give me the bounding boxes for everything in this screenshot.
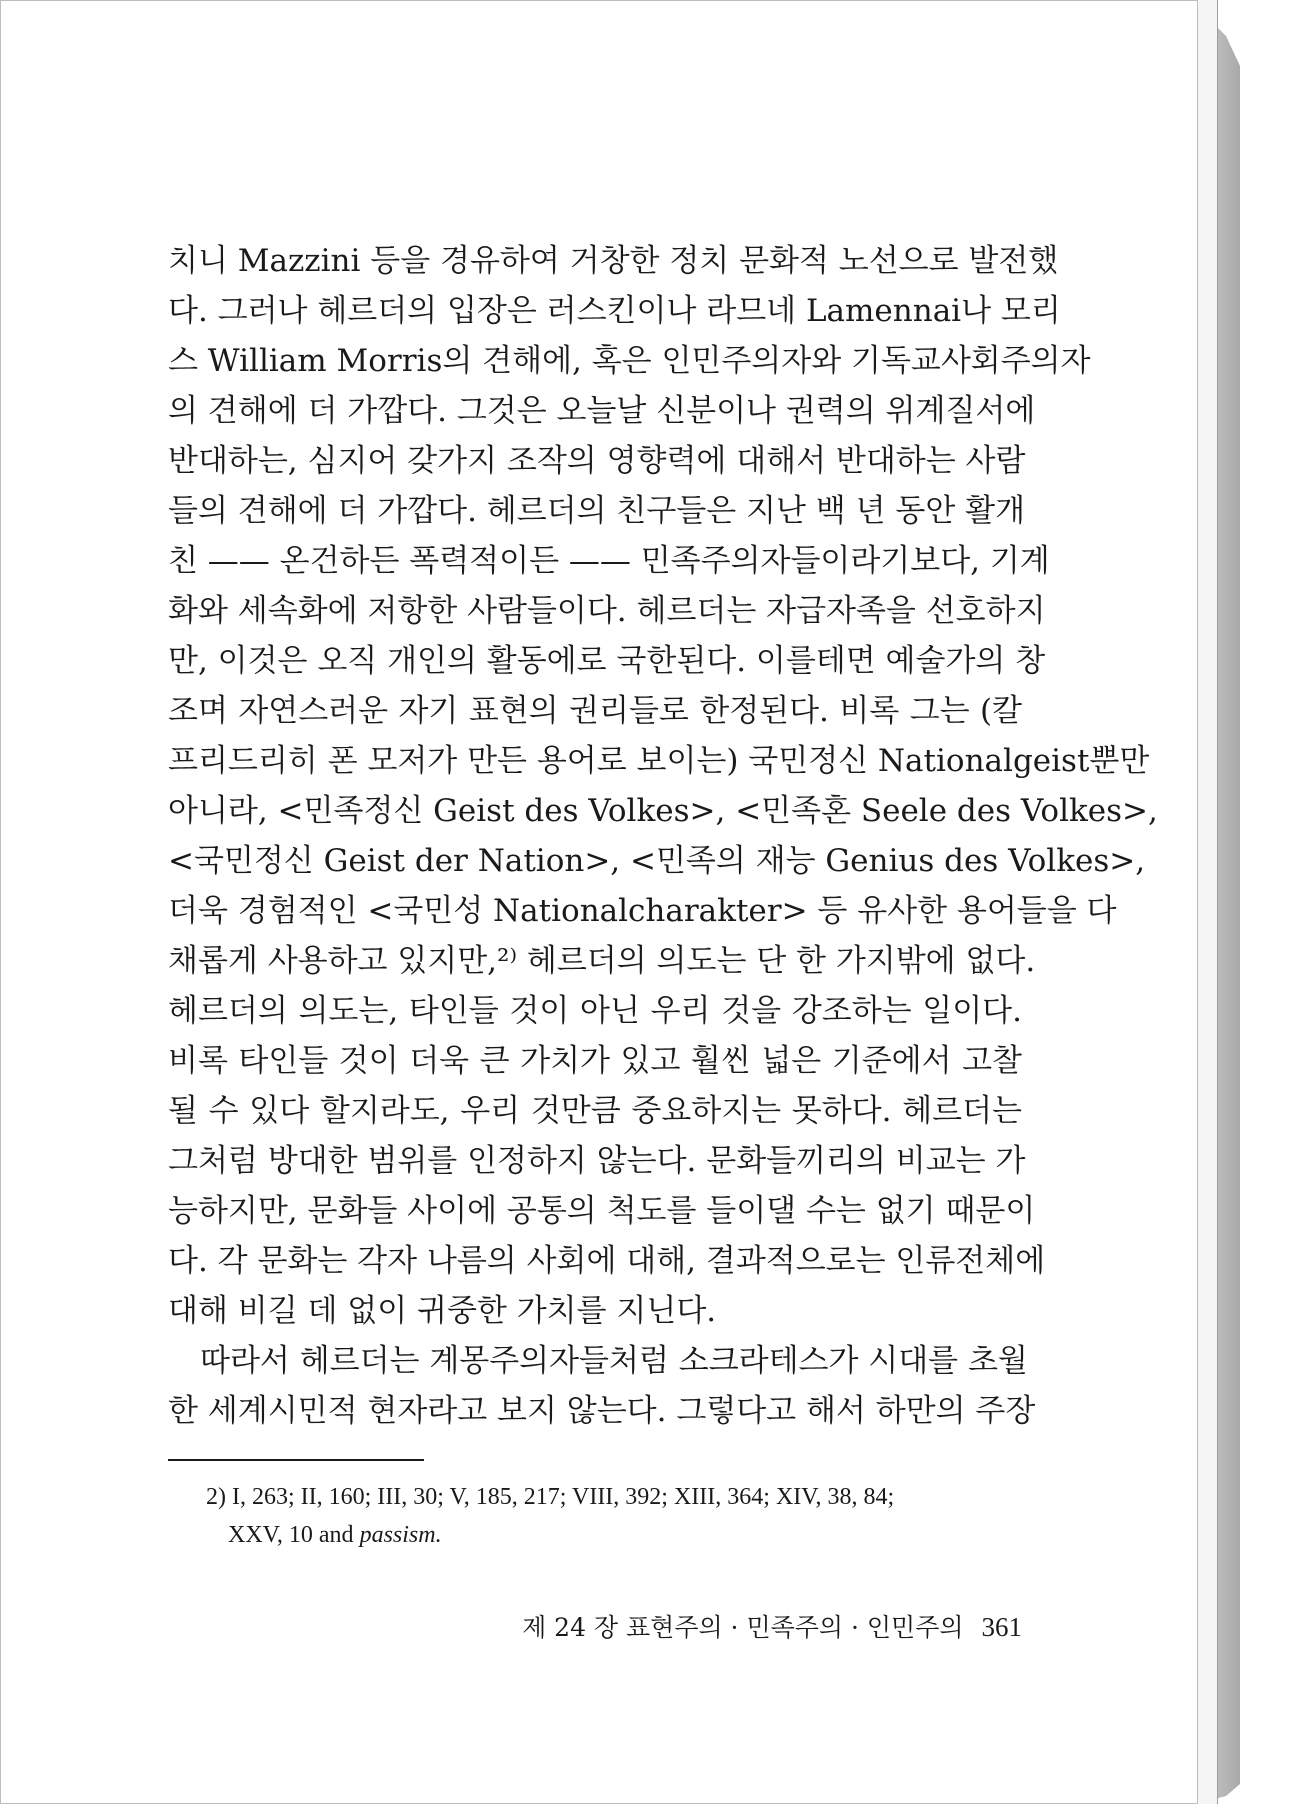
text-line: 스 William Morris의 견해에, 혹은 인민주의자와 기독교사회주의자 xyxy=(168,343,1091,379)
text-line: 들의 견해에 더 가깝다. 헤르더의 친구들은 지난 백 년 동안 활개 xyxy=(168,493,1026,529)
text-line: 그처럼 방대한 범위를 인정하지 않는다. 문화들끼리의 비교는 가 xyxy=(168,1143,1026,1179)
text-line: 다. 그러나 헤르더의 입장은 러스킨이나 라므네 Lamennai나 모리 xyxy=(168,293,1061,329)
text-line: 채롭게 사용하고 있지만,²⁾ 헤르더의 의도는 단 한 가지밖에 없다. xyxy=(168,943,1036,979)
text-line: 한 세계시민적 현자라고 보지 않는다. 그렇다고 해서 하만의 주장 xyxy=(168,1393,1036,1429)
footnote-2-text: XXV, 10 and xyxy=(228,1522,360,1548)
text-line: 화와 세속화에 저항한 사람들이다. 헤르더는 자급자족을 선호하지 xyxy=(168,593,1046,629)
text-line: 아니라, <민족정신 Geist des Volkes>, <민족혼 Seele des Volkes>, xyxy=(168,793,1158,829)
text-line: 치니 Mazzini 등을 경유하여 거창한 정치 문화적 노선으로 발전했 xyxy=(168,243,1059,279)
text-line: 반대하는, 심지어 갖가지 조작의 영향력에 대해서 반대하는 사람 xyxy=(168,443,1026,479)
text-line: 만, 이것은 오직 개인의 활동에로 국한된다. 이를테면 예술가의 창 xyxy=(168,643,1046,679)
text-line: 의 견해에 더 가깝다. 그것은 오늘날 신분이나 권력의 위계질서에 xyxy=(168,393,1036,429)
text-line: 될 수 있다 할지라도, 우리 것만큼 중요하지는 못하다. 헤르더는 xyxy=(168,1093,1022,1129)
text-line: 헤르더의 의도는, 타인들 것이 아닌 우리 것을 강조하는 일이다. xyxy=(168,993,1022,1029)
paragraph-start-line: 따라서 헤르더는 계몽주의자들처럼 소크라테스가 시대를 초월 xyxy=(200,1343,1028,1379)
text-line: 비록 타인들 것이 더욱 큰 가치가 있고 훨씬 넓은 기준에서 고찰 xyxy=(168,1043,1022,1079)
footnote-2-continuation xyxy=(206,1516,1022,1554)
text-line: 조며 자연스러운 자기 표현의 권리들로 한정된다. 비록 그는 (칼 xyxy=(168,693,1022,729)
text-line: 다. 각 문화는 각자 나름의 사회에 대해, 결과적으로는 인류전체에 xyxy=(168,1243,1046,1279)
chapter-running-head: 제 24 장 표현주의 · 민족주의 · 인민주의 xyxy=(522,1613,964,1642)
footnote-2: 2) I, 263; II, 160; III, 30; V, 185, 217; VIII, 392; XIII, 364; XIV, 38, 84; xyxy=(206,1484,895,1510)
footnote-divider xyxy=(168,1459,424,1461)
page-number: 361 xyxy=(981,1612,1022,1642)
text-line: 프리드리히 폰 모저가 만든 용어로 보이는) 국민정신 Nationalgeist뿐만 xyxy=(168,743,1150,779)
body-text xyxy=(168,236,1158,1436)
page-edge xyxy=(1198,0,1218,1804)
footnote-2-italic-term: passism. xyxy=(359,1522,442,1548)
footnotes xyxy=(206,1478,1022,1554)
running-footer xyxy=(510,1608,1022,1644)
text-line: 더욱 경험적인 <국민성 Nationalcharakter> 등 유사한 용어들을 다 xyxy=(168,893,1117,929)
paragraph-end-line: 대해 비길 데 없이 귀중한 가치를 지닌다. xyxy=(168,1293,717,1329)
text-line: <국민정신 Geist der Nation>, <민족의 재능 Genius des Volkes>, xyxy=(168,843,1146,879)
text-line: 능하지만, 문화들 사이에 공통의 척도를 들이댈 수는 없기 때문이 xyxy=(168,1193,1036,1229)
text-line: 친 —— 온건하든 폭력적이든 —— 민족주의자들이라기보다, 기계 xyxy=(168,543,1050,579)
